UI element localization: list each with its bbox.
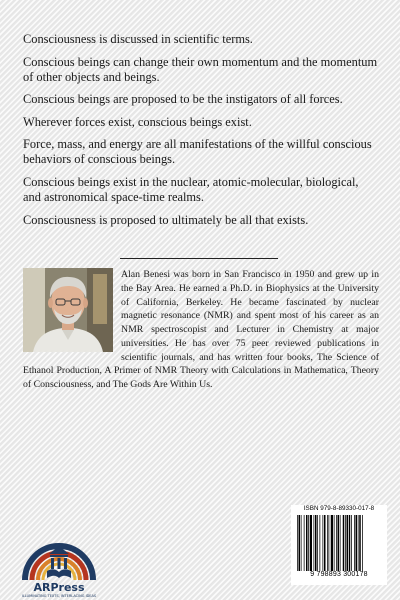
author-bio xyxy=(23,268,379,392)
blurb-line: Consciousness is discussed in scientific terms. xyxy=(23,32,253,46)
blurb-line: Conscious beings exist in the nuclear, atomic-molecular, biological, and astronomical space-time realms. xyxy=(23,174,359,205)
blurb-line: Wherever forces exist, conscious beings exist. xyxy=(23,114,252,129)
author-photo xyxy=(23,268,113,352)
barcode-bar xyxy=(354,515,355,571)
barcode-bars xyxy=(295,515,383,571)
barcode-bar xyxy=(362,515,363,571)
barcode-bar xyxy=(299,515,301,571)
barcode-bar xyxy=(315,515,317,571)
barcode-bar xyxy=(358,515,359,571)
blurb-line: Conscious beings are proposed to be the instigators of all forces. xyxy=(23,92,343,107)
barcode-number: 9 798893 300178 xyxy=(310,571,368,578)
barcode-bar xyxy=(331,515,333,571)
barcode-bar xyxy=(324,515,326,571)
barcode-bar xyxy=(338,515,340,571)
blurb-line: Force, mass, and energy are all manifestations of the willful conscious behaviors of conscious beings. xyxy=(23,137,372,167)
barcode-bar xyxy=(345,515,346,571)
back-cover-blurb xyxy=(23,32,379,235)
blurb-line: Conscious beings can change their own momentum and the momentum of other objects and beings. xyxy=(23,54,378,84)
barcode-bar xyxy=(329,515,330,571)
barcode-bar xyxy=(306,515,308,571)
barcode-bar xyxy=(314,515,315,571)
barcode-bar xyxy=(343,515,345,571)
bio-text: Alan Benesi was born in San Francisco in 1950 and grew up in the Bay Area. He earned a Ph.D. in Biophysics at the University of California, Berkeley. He became fascinated by nuclear magnetic resonance (NMR) and spent most of his career as an NMR spectroscopist and Lecturer in Chemistry at major universities. He has over 75 peer reviewed publications in scientific journals, and has written four books, The Science of Ethanol Production, A Primer of NMR Theory with Calculations in Mathematica, Theory of Consciousness, and The Gods Are Within Us. xyxy=(23,269,379,390)
barcode-bar xyxy=(356,515,358,571)
isbn-label: ISBN 979-8-89330-017-8 xyxy=(303,505,375,512)
barcode-bar xyxy=(336,515,337,571)
isbn-barcode xyxy=(291,505,387,585)
barcode-bar xyxy=(310,515,312,571)
barcode-bar xyxy=(340,515,341,571)
barcode-bar xyxy=(351,515,352,571)
publisher-logo xyxy=(20,508,98,598)
barcode-bar xyxy=(297,515,298,571)
publisher-name: ARPress xyxy=(33,581,85,594)
barcode-bar xyxy=(349,515,351,571)
publisher-tagline: ILLUMINATING TEXTS, INTERLACING IDEAS xyxy=(21,594,97,598)
barcode-bar xyxy=(304,515,305,571)
barcode-bar xyxy=(334,515,335,571)
barcode-bar xyxy=(327,515,328,571)
barcode-bar xyxy=(359,515,361,571)
section-divider xyxy=(120,258,278,259)
barcode-bar xyxy=(347,515,349,571)
barcode-bar xyxy=(323,515,324,571)
barcode-bar xyxy=(308,515,309,571)
blurb-line: Consciousness is proposed to ultimately be all that exists. xyxy=(23,212,309,227)
barcode-bar xyxy=(320,515,321,571)
barcode-bar xyxy=(317,515,318,571)
barcode-bar xyxy=(301,515,302,571)
